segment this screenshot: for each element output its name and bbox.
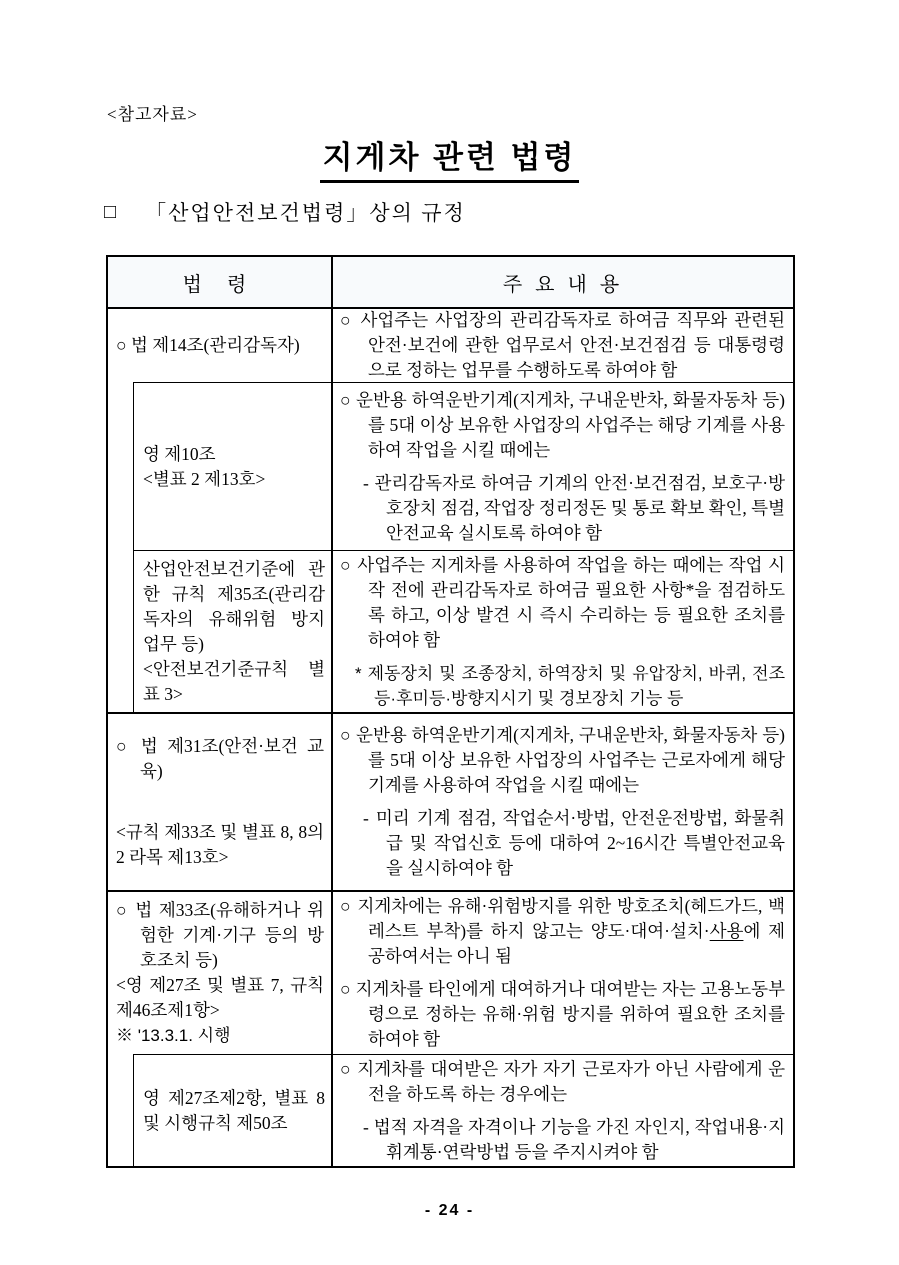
table-header-row (108, 257, 793, 309)
table-row-law14 (108, 309, 793, 382)
law-table (106, 255, 795, 1168)
law-cell-indent-strip (108, 382, 134, 550)
law-text: ○ 법 제31조(안전·보건 교육) (116, 736, 324, 781)
law-reference: <규칙 제33조 및 별표 8, 8의2 라목 제13호> (116, 822, 324, 867)
law-cell (108, 309, 333, 382)
document-title: 지게차 관련 법령 (320, 132, 580, 183)
table-row-law33 (108, 890, 793, 1054)
content-text: 에 제공하여서는 아니 됨 (368, 921, 785, 966)
content-paragraph (340, 894, 785, 969)
law-reference: <영 제27조 및 별표 7, 규칙 제46조제1항> (116, 975, 324, 1020)
table-header-law: 법 령 (108, 257, 333, 307)
law-subcell (134, 1054, 333, 1166)
content-footnote: * 제동장치 및 조종장치, 하역장치 및 유압장치, 바퀴, 전조등·후미등·방향지시기 및 경보장치 기능 등 (355, 663, 785, 708)
table-row-law31 (108, 712, 793, 890)
underlined-text: 사용 (709, 921, 744, 941)
content-cell (333, 550, 793, 712)
content-cell (333, 892, 793, 1054)
law-text: <안전보건기준규칙 별표 3> (143, 658, 325, 704)
content-paragraph: ○ 운반용 하역운반기계(지게차, 구내운반차, 화물자동차 등)를 5대 이상 보유한 사업장의 사업주는 근로자에게 해당 기계를 사용하여 작업을 시킬 때에는 (340, 725, 785, 795)
law-enforcement-date: ※ '13.3.1. 시행 (116, 1026, 231, 1045)
law-cell-indent-strip (108, 550, 134, 712)
content-cell (333, 309, 793, 382)
law-cell (108, 714, 333, 890)
law-text: 산업안전보건기준에 관한 규칙 제35조(관리감독자의 유해위험 방지 업무 등) (143, 558, 325, 654)
title-row (0, 132, 899, 183)
section-heading (104, 197, 466, 227)
law-text: <별표 2 제13호> (143, 468, 266, 489)
table-row-decree27 (108, 1054, 793, 1166)
law-text: ○ 법 제14조(관리감독자) (116, 335, 300, 355)
table-row-decree10 (108, 382, 793, 550)
content-paragraph: ○ 지게차를 대여받은 자가 자기 근로자가 아닌 사람에게 운전을 하도록 하는 경우에는 (340, 1058, 785, 1104)
square-bullet-icon: □ (104, 201, 117, 223)
law-cell (108, 892, 333, 1054)
law-text: 영 제27조제2항, 별표 8 및 시행규칙 제50조 (143, 1087, 325, 1133)
table-header-content: 주 요 내 용 (502, 273, 624, 296)
content-text: ○ 지게차에는 유해·위험방지를 위한 방호조치(헤드가드, 백레스트 부착)를 하지 않고는 양도·대여·설치· (340, 896, 785, 941)
content-cell (333, 382, 793, 550)
law-subcell (134, 382, 333, 550)
table-row-rule35 (108, 550, 793, 712)
law-text: 영 제10조 (143, 443, 216, 464)
law-subcell (134, 550, 333, 712)
content-paragraph: ○ 사업주는 사업장의 관리감독자로 하여금 직무와 관련된 안전·보건에 관한 업무로서 안전·보건점검 등 대통령령으로 정하는 업무를 수행하도록 하여야 함 (340, 310, 785, 380)
content-paragraph: - 법적 자격을 자격이나 기능을 가진 자인지, 작업내용·지휘계통·연락방법 등을 주지시켜야 함 (363, 1116, 785, 1162)
content-paragraph: - 미리 기계 점검, 작업순서·방법, 안전운전방법, 화물취급 및 작업신호 등에 대하여 2~16시간 특별안전교육을 실시하여야 함 (363, 808, 785, 878)
content-paragraph: ○ 운반용 하역운반기계(지게차, 구내운반차, 화물자동차 등)를 5대 이상 보유한 사업장의 사업주는 해당 기계를 사용하여 작업을 시킬 때에는 (340, 389, 785, 460)
content-cell (333, 1054, 793, 1166)
content-paragraph: - 관리감독자로 하여금 기계의 안전·보건점검, 보호구·방호장치 점검, 작업장 정리정돈 및 통로 확보 확인, 특별안전교육 실시토록 하여야 함 (363, 472, 785, 543)
law-text: ○ 법 제33조(유해하거나 위험한 기계·기구 등의 방호조치 등) (116, 900, 324, 970)
page-number: - 24 - (424, 1202, 475, 1219)
content-paragraph: ○ 지게차를 타인에게 대여하거나 대여받는 자는 고용노동부령으로 정하는 유해·위험 방지를 위하여 필요한 조치를 하여야 함 (340, 979, 785, 1049)
content-cell (333, 714, 793, 890)
section-heading-text: 「산업안전보건법령」상의 규정 (145, 201, 466, 225)
law-cell-indent-strip (108, 1054, 134, 1166)
reference-note: <참고자료> (107, 105, 198, 124)
content-paragraph: ○ 사업주는 지게차를 사용하여 작업을 하는 때에는 작업 시작 전에 관리감독자로 하여금 필요한 사항*을 점검하도록 하고, 이상 발견 시 즉시 수리하는 등 필요한 조치를 하여야 함 (340, 554, 785, 650)
